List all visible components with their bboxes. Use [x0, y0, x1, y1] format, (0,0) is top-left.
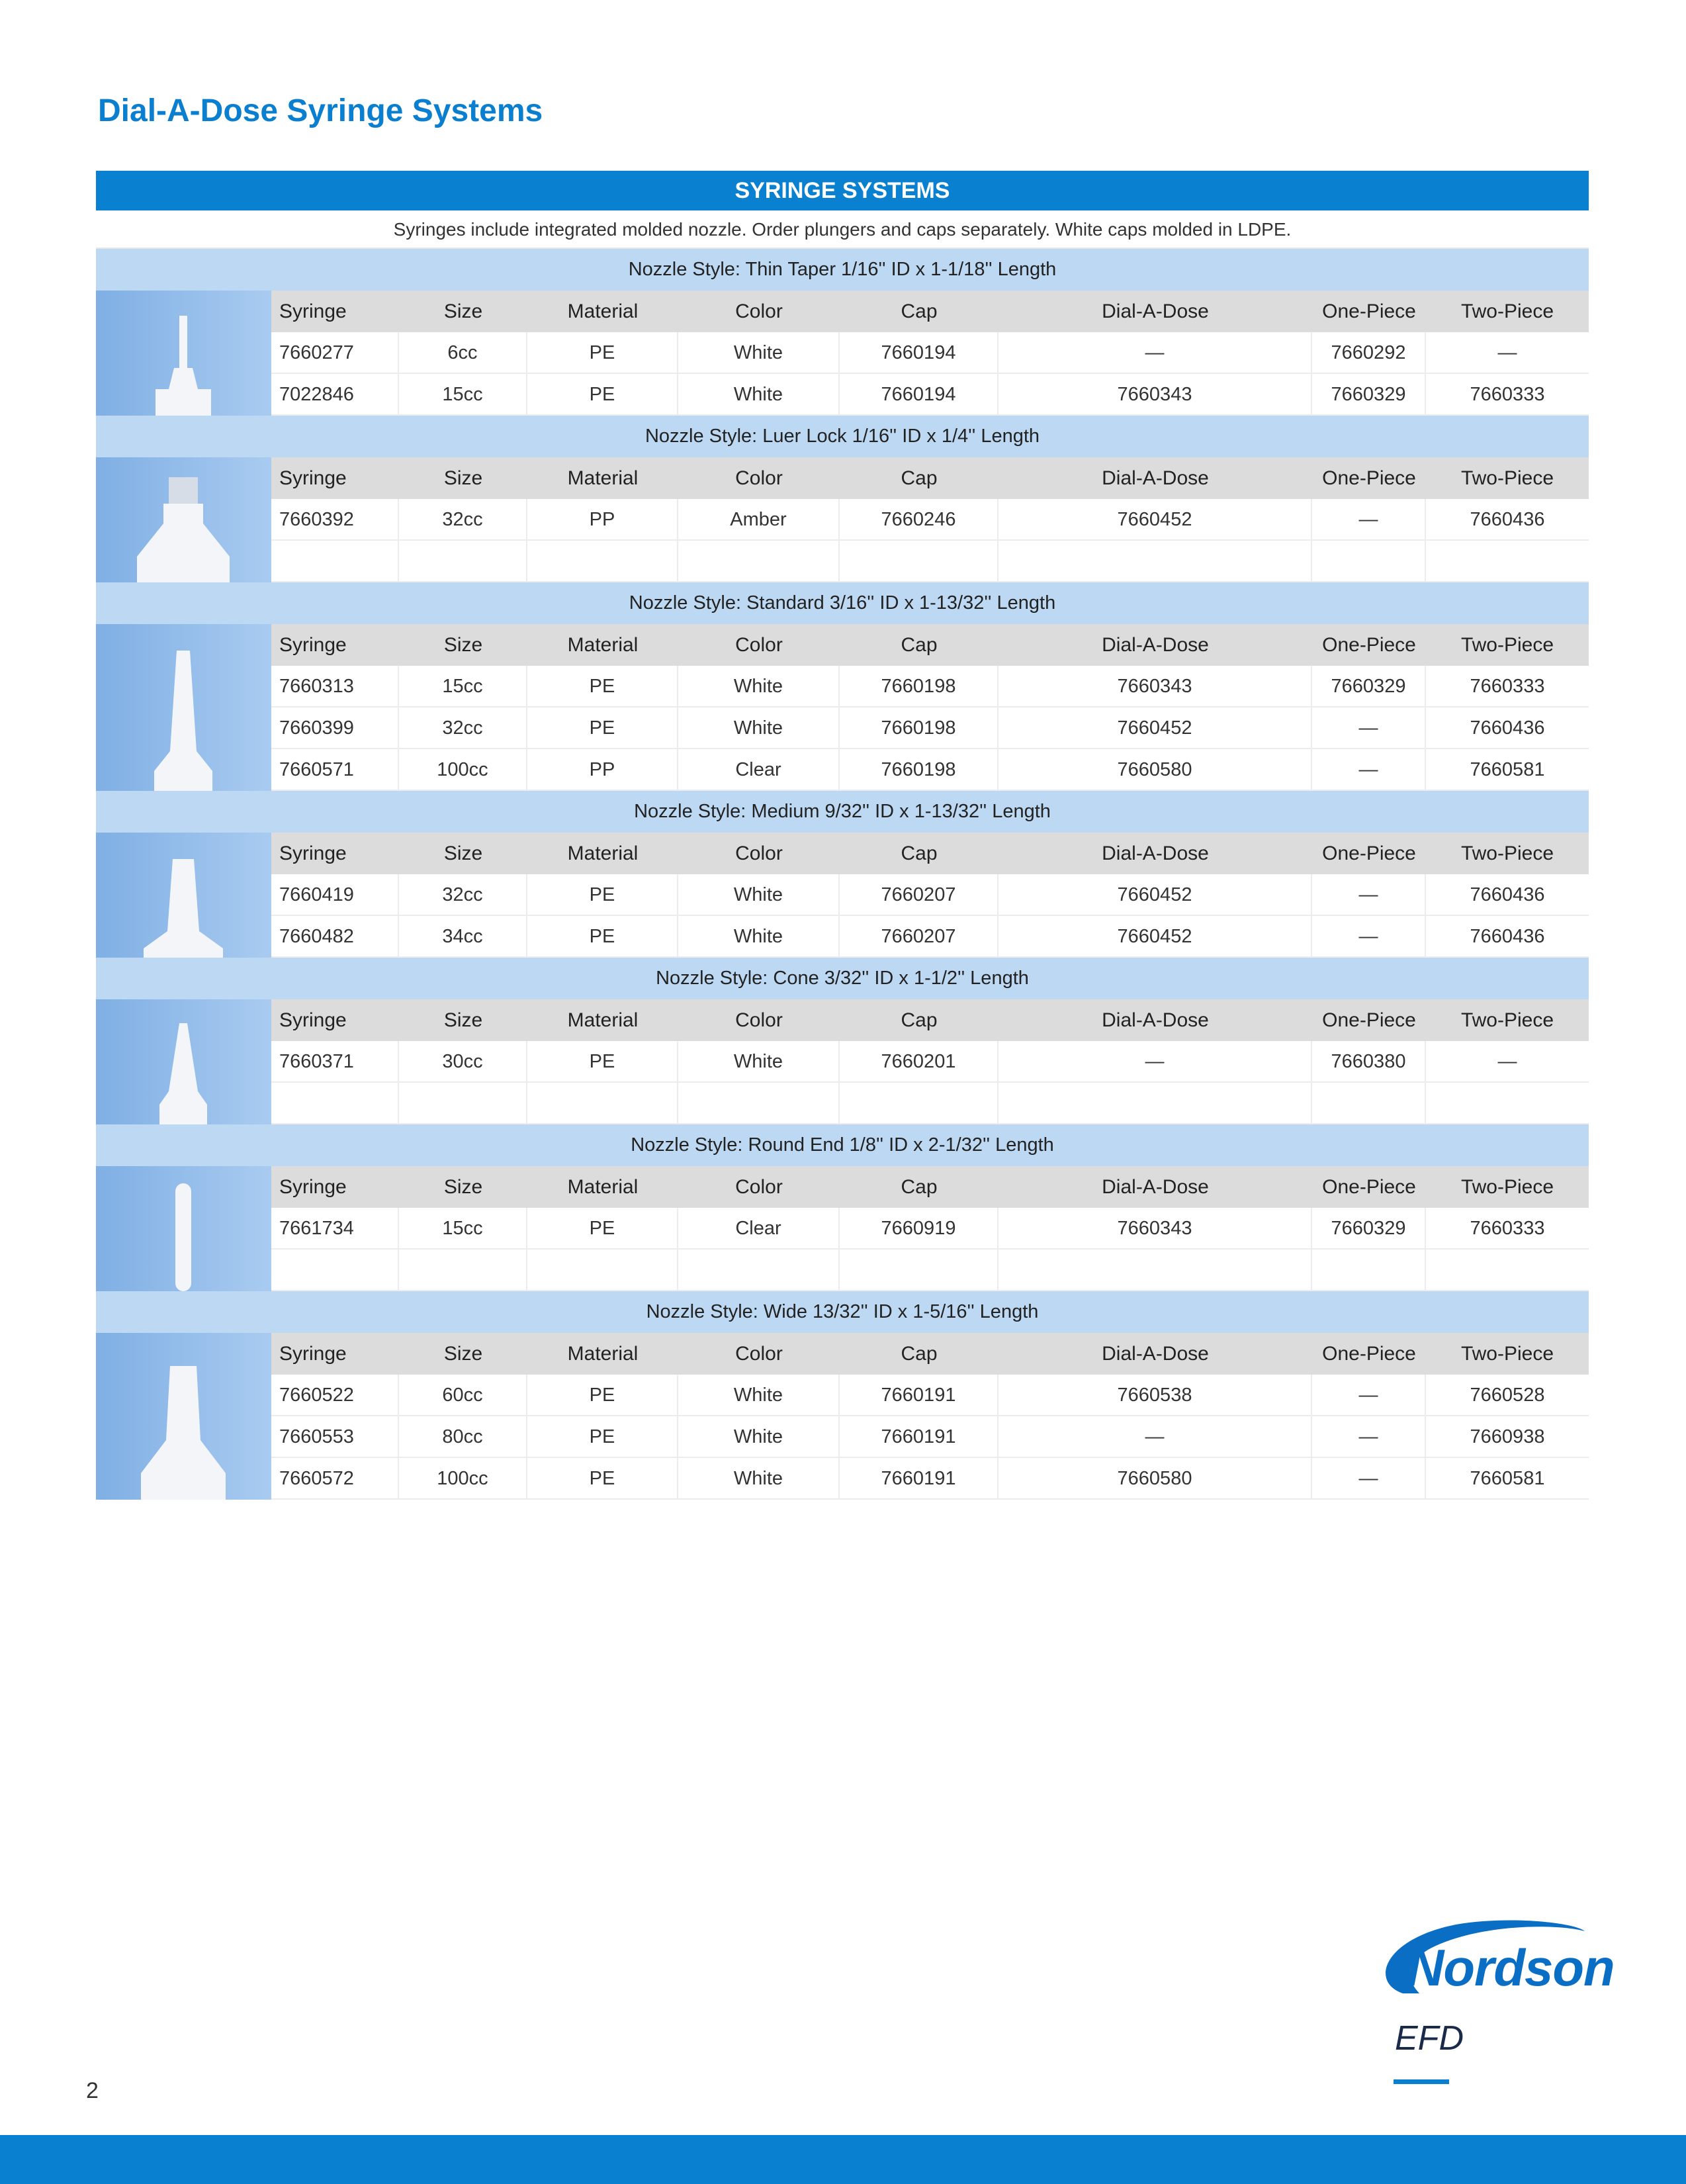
nozzle-style-label: Nozzle Style: Standard 3/16'' ID x 1-13/32'' Length — [96, 582, 1589, 624]
table-cell: 32cc — [399, 499, 527, 541]
table-cell — [1426, 1250, 1589, 1291]
table-cell: 7660919 — [840, 1208, 998, 1250]
table-cell: — — [998, 332, 1312, 374]
table-cell: — — [1312, 874, 1426, 916]
table-cell: Amber — [678, 499, 840, 541]
cone-nozzle-icon — [96, 999, 271, 1124]
column-header: Size — [443, 842, 483, 864]
column-header: Color — [735, 467, 783, 489]
column-header-row — [271, 833, 1589, 874]
medium-nozzle-icon — [96, 833, 271, 958]
table-cell: 7660329 — [1312, 1208, 1426, 1250]
table-cell: 7660198 — [840, 707, 998, 749]
table-title: SYRINGE SYSTEMS — [96, 171, 1589, 210]
table-cell — [399, 1083, 527, 1124]
table-cell: 7661734 — [271, 1208, 399, 1250]
table-sections — [96, 249, 1589, 1500]
table-cell — [840, 541, 998, 582]
column-header: Size — [443, 467, 483, 489]
column-header: Cap — [901, 634, 938, 656]
table-cell: White — [678, 332, 840, 374]
table-cell: 7660581 — [1426, 1458, 1589, 1500]
table-cell: PE — [527, 332, 678, 374]
table-cell: PE — [527, 1041, 678, 1083]
table-cell: 7660277 — [271, 332, 399, 374]
table-cell: 7660938 — [1426, 1416, 1589, 1458]
table-cell: 7660292 — [1312, 332, 1426, 374]
table-cell: PP — [527, 499, 678, 541]
table-row — [271, 916, 1589, 958]
table-cell: 100cc — [399, 1458, 527, 1500]
table-cell: 7660343 — [998, 374, 1312, 416]
column-header: Syringe — [279, 842, 347, 864]
table-row — [271, 1375, 1589, 1416]
column-header: Material — [567, 1009, 639, 1031]
table-cell: 7660452 — [998, 916, 1312, 958]
standard-nozzle-icon — [96, 624, 271, 791]
table-cell: 7660198 — [840, 666, 998, 707]
column-header: Material — [567, 1176, 639, 1198]
column-header: Cap — [901, 300, 938, 322]
table-cell — [527, 541, 678, 582]
table-cell — [1426, 541, 1589, 582]
table-cell: 7660571 — [271, 749, 399, 791]
table-cell: 7660380 — [1312, 1041, 1426, 1083]
column-header: One-Piece — [1322, 300, 1416, 322]
nozzle-section — [96, 1124, 1589, 1291]
table-cell: PE — [527, 1458, 678, 1500]
table-cell — [998, 1250, 1312, 1291]
nozzle-style-label: Nozzle Style: Round End 1/8'' ID x 2-1/32'' Length — [96, 1124, 1589, 1166]
table-cell: — — [1312, 916, 1426, 958]
table-cell: 7660333 — [1426, 666, 1589, 707]
table-row — [271, 374, 1589, 416]
table-cell: 7660522 — [271, 1375, 399, 1416]
column-header: Size — [443, 1176, 483, 1198]
column-header: Color — [735, 634, 783, 656]
nozzle-style-label: Nozzle Style: Cone 3/32'' ID x 1-1/2'' Length — [96, 958, 1589, 999]
table-cell: 7660392 — [271, 499, 399, 541]
nozzle-section — [96, 958, 1589, 1124]
table-cell: — — [1312, 1375, 1426, 1416]
column-header: Cap — [901, 1343, 938, 1365]
table-cell: 7660452 — [998, 874, 1312, 916]
column-header: Dial-A-Dose — [1102, 300, 1209, 322]
table-cell: 7660343 — [998, 1208, 1312, 1250]
column-header: Syringe — [279, 1009, 347, 1031]
table-cell: 30cc — [399, 1041, 527, 1083]
column-header: Syringe — [279, 300, 347, 322]
nozzle-section — [96, 791, 1589, 958]
table-cell — [527, 1250, 678, 1291]
nozzle-style-label: Nozzle Style: Medium 9/32'' ID x 1-13/32'' Length — [96, 791, 1589, 833]
table-cell: 7660201 — [840, 1041, 998, 1083]
table-cell: 7660436 — [1426, 874, 1589, 916]
table-cell: — — [998, 1416, 1312, 1458]
table-cell: 7660572 — [271, 1458, 399, 1500]
table-cell: White — [678, 666, 840, 707]
column-header: Two-Piece — [1460, 1343, 1554, 1365]
nozzle-section — [96, 416, 1589, 582]
table-cell — [840, 1083, 998, 1124]
nordson-efd-logo — [1356, 1919, 1615, 2091]
column-header: Color — [735, 1176, 783, 1198]
table-cell: 7660371 — [271, 1041, 399, 1083]
nozzle-section — [96, 249, 1589, 416]
column-header-row — [271, 624, 1589, 666]
table-cell: 7660207 — [840, 916, 998, 958]
table-cell: White — [678, 874, 840, 916]
table-cell — [998, 1083, 1312, 1124]
table-cell — [678, 1083, 840, 1124]
round-end-nozzle-icon — [96, 1166, 271, 1291]
column-header: Size — [443, 634, 483, 656]
table-cell — [399, 1250, 527, 1291]
table-cell — [271, 541, 399, 582]
table-cell: 7660207 — [840, 874, 998, 916]
table-cell — [399, 541, 527, 582]
syringe-systems-table — [96, 171, 1589, 1500]
table-cell: PE — [527, 374, 678, 416]
nozzle-section — [96, 582, 1589, 791]
table-cell: 7660191 — [840, 1416, 998, 1458]
table-cell — [1312, 1083, 1426, 1124]
table-cell: 6cc — [399, 332, 527, 374]
table-cell: — — [1312, 499, 1426, 541]
table-cell: 7660452 — [998, 707, 1312, 749]
page-number: 2 — [86, 2078, 99, 2103]
column-header: Color — [735, 842, 783, 864]
column-header: Syringe — [279, 1176, 347, 1198]
table-cell: 7660313 — [271, 666, 399, 707]
thin-taper-nozzle-icon — [96, 291, 271, 416]
table-cell: 7660194 — [840, 332, 998, 374]
table-row — [271, 1416, 1589, 1458]
table-cell — [1312, 541, 1426, 582]
table-cell: 34cc — [399, 916, 527, 958]
table-cell: PE — [527, 707, 678, 749]
column-header: One-Piece — [1322, 842, 1416, 864]
table-cell: 7660419 — [271, 874, 399, 916]
column-header: Cap — [901, 1176, 938, 1198]
table-cell: 7660333 — [1426, 1208, 1589, 1250]
table-cell: 7660329 — [1312, 666, 1426, 707]
column-header: Material — [567, 300, 639, 322]
column-header-row — [271, 291, 1589, 332]
table-row — [271, 332, 1589, 374]
column-header: Size — [443, 300, 483, 322]
table-row — [271, 749, 1589, 791]
table-row — [271, 707, 1589, 749]
column-header: Material — [567, 1343, 639, 1365]
column-header: Dial-A-Dose — [1102, 467, 1209, 489]
table-cell: Clear — [678, 749, 840, 791]
table-cell: 32cc — [399, 874, 527, 916]
table-cell: PE — [527, 1208, 678, 1250]
table-cell: PP — [527, 749, 678, 791]
table-cell: White — [678, 916, 840, 958]
column-header: Dial-A-Dose — [1102, 842, 1209, 864]
column-header: One-Piece — [1322, 1176, 1416, 1198]
table-row — [271, 1083, 1589, 1124]
column-header: One-Piece — [1322, 1009, 1416, 1031]
table-cell — [1426, 1083, 1589, 1124]
table-cell: White — [678, 374, 840, 416]
table-row — [271, 1041, 1589, 1083]
table-cell: 7660194 — [840, 374, 998, 416]
table-cell: 15cc — [399, 374, 527, 416]
column-header: Cap — [901, 842, 938, 864]
column-header: Two-Piece — [1460, 1176, 1554, 1198]
table-row — [271, 541, 1589, 582]
column-header: Color — [735, 300, 783, 322]
table-cell: 80cc — [399, 1416, 527, 1458]
column-header: Dial-A-Dose — [1102, 1176, 1209, 1198]
column-header: Two-Piece — [1460, 300, 1554, 322]
table-cell: 7660528 — [1426, 1375, 1589, 1416]
table-cell: PE — [527, 1375, 678, 1416]
table-note: Syringes include integrated molded nozzle. Order plungers and caps separately. White caps molded in LDPE. — [96, 210, 1589, 249]
table-cell: 7660198 — [840, 749, 998, 791]
table-cell: PE — [527, 916, 678, 958]
table-row — [271, 874, 1589, 916]
column-header: Syringe — [279, 467, 347, 489]
table-cell: — — [1426, 332, 1589, 374]
logo-underline — [1394, 2079, 1449, 2084]
table-cell: White — [678, 1416, 840, 1458]
column-header: Cap — [901, 1009, 938, 1031]
table-cell: 32cc — [399, 707, 527, 749]
table-cell: 7660538 — [998, 1375, 1312, 1416]
table-cell: — — [998, 1041, 1312, 1083]
logo-brand-text: Nordson — [1407, 1938, 1615, 1997]
table-row — [271, 499, 1589, 541]
column-header: Material — [567, 467, 639, 489]
table-cell: 7660580 — [998, 749, 1312, 791]
column-header-row — [271, 457, 1589, 499]
table-cell — [271, 1083, 399, 1124]
table-cell: 7660436 — [1426, 916, 1589, 958]
table-cell: 7660553 — [271, 1416, 399, 1458]
column-header-row — [271, 1166, 1589, 1208]
column-header: Color — [735, 1009, 783, 1031]
table-cell: 100cc — [399, 749, 527, 791]
table-cell — [678, 541, 840, 582]
table-cell: 7660333 — [1426, 374, 1589, 416]
column-header: Two-Piece — [1460, 634, 1554, 656]
table-cell: — — [1426, 1041, 1589, 1083]
table-row — [271, 1250, 1589, 1291]
table-cell: 7660343 — [998, 666, 1312, 707]
table-cell: — — [1312, 1458, 1426, 1500]
table-cell: PE — [527, 1416, 678, 1458]
footer-bar — [0, 2135, 1686, 2184]
table-cell: 7022846 — [271, 374, 399, 416]
logo-sub-text: EFD — [1395, 2019, 1464, 2058]
column-header: Syringe — [279, 1343, 347, 1365]
table-cell: PE — [527, 874, 678, 916]
column-header-row — [271, 1333, 1589, 1375]
nozzle-style-label: Nozzle Style: Wide 13/32'' ID x 1-5/16'' Length — [96, 1291, 1589, 1333]
luer-lock-nozzle-icon — [96, 457, 271, 582]
table-cell — [678, 1250, 840, 1291]
table-row — [271, 1458, 1589, 1500]
column-header: Dial-A-Dose — [1102, 1009, 1209, 1031]
column-header: Two-Piece — [1460, 842, 1554, 864]
table-cell — [527, 1083, 678, 1124]
page-title: Dial-A-Dose Syringe Systems — [98, 93, 543, 128]
table-cell: 7660329 — [1312, 374, 1426, 416]
column-header: Size — [443, 1009, 483, 1031]
column-header: Cap — [901, 467, 938, 489]
table-cell: 15cc — [399, 1208, 527, 1250]
table-cell: 7660452 — [998, 499, 1312, 541]
table-cell: 7660482 — [271, 916, 399, 958]
table-cell — [840, 1250, 998, 1291]
table-cell: PE — [527, 666, 678, 707]
table-cell: — — [1312, 749, 1426, 791]
table-cell: — — [1312, 1416, 1426, 1458]
table-cell — [271, 1250, 399, 1291]
table-cell: 7660191 — [840, 1375, 998, 1416]
column-header: Material — [567, 842, 639, 864]
table-cell: White — [678, 1041, 840, 1083]
nozzle-style-label: Nozzle Style: Thin Taper 1/16'' ID x 1-1/18'' Length — [96, 249, 1589, 291]
table-cell: 7660436 — [1426, 499, 1589, 541]
table-row — [271, 666, 1589, 707]
table-cell: White — [678, 707, 840, 749]
table-cell: 7660246 — [840, 499, 998, 541]
table-cell: — — [1312, 707, 1426, 749]
table-cell: 7660580 — [998, 1458, 1312, 1500]
table-cell: 7660581 — [1426, 749, 1589, 791]
table-cell: 7660399 — [271, 707, 399, 749]
table-cell: 7660191 — [840, 1458, 998, 1500]
table-cell: White — [678, 1458, 840, 1500]
column-header: Material — [567, 634, 639, 656]
column-header: Color — [735, 1343, 783, 1365]
nozzle-section — [96, 1291, 1589, 1500]
column-header: One-Piece — [1322, 467, 1416, 489]
table-cell — [998, 541, 1312, 582]
column-header: Two-Piece — [1460, 467, 1554, 489]
table-cell: 15cc — [399, 666, 527, 707]
column-header: One-Piece — [1322, 634, 1416, 656]
wide-nozzle-icon — [96, 1333, 271, 1500]
table-cell: 7660436 — [1426, 707, 1589, 749]
column-header: Dial-A-Dose — [1102, 1343, 1209, 1365]
table-row — [271, 1208, 1589, 1250]
table-cell — [1312, 1250, 1426, 1291]
column-header: One-Piece — [1322, 1343, 1416, 1365]
table-cell: 60cc — [399, 1375, 527, 1416]
nozzle-style-label: Nozzle Style: Luer Lock 1/16'' ID x 1/4'' Length — [96, 416, 1589, 457]
column-header: Dial-A-Dose — [1102, 634, 1209, 656]
table-cell: Clear — [678, 1208, 840, 1250]
column-header: Syringe — [279, 634, 347, 656]
column-header: Size — [443, 1343, 483, 1365]
column-header-row — [271, 999, 1589, 1041]
column-header: Two-Piece — [1460, 1009, 1554, 1031]
table-cell: White — [678, 1375, 840, 1416]
